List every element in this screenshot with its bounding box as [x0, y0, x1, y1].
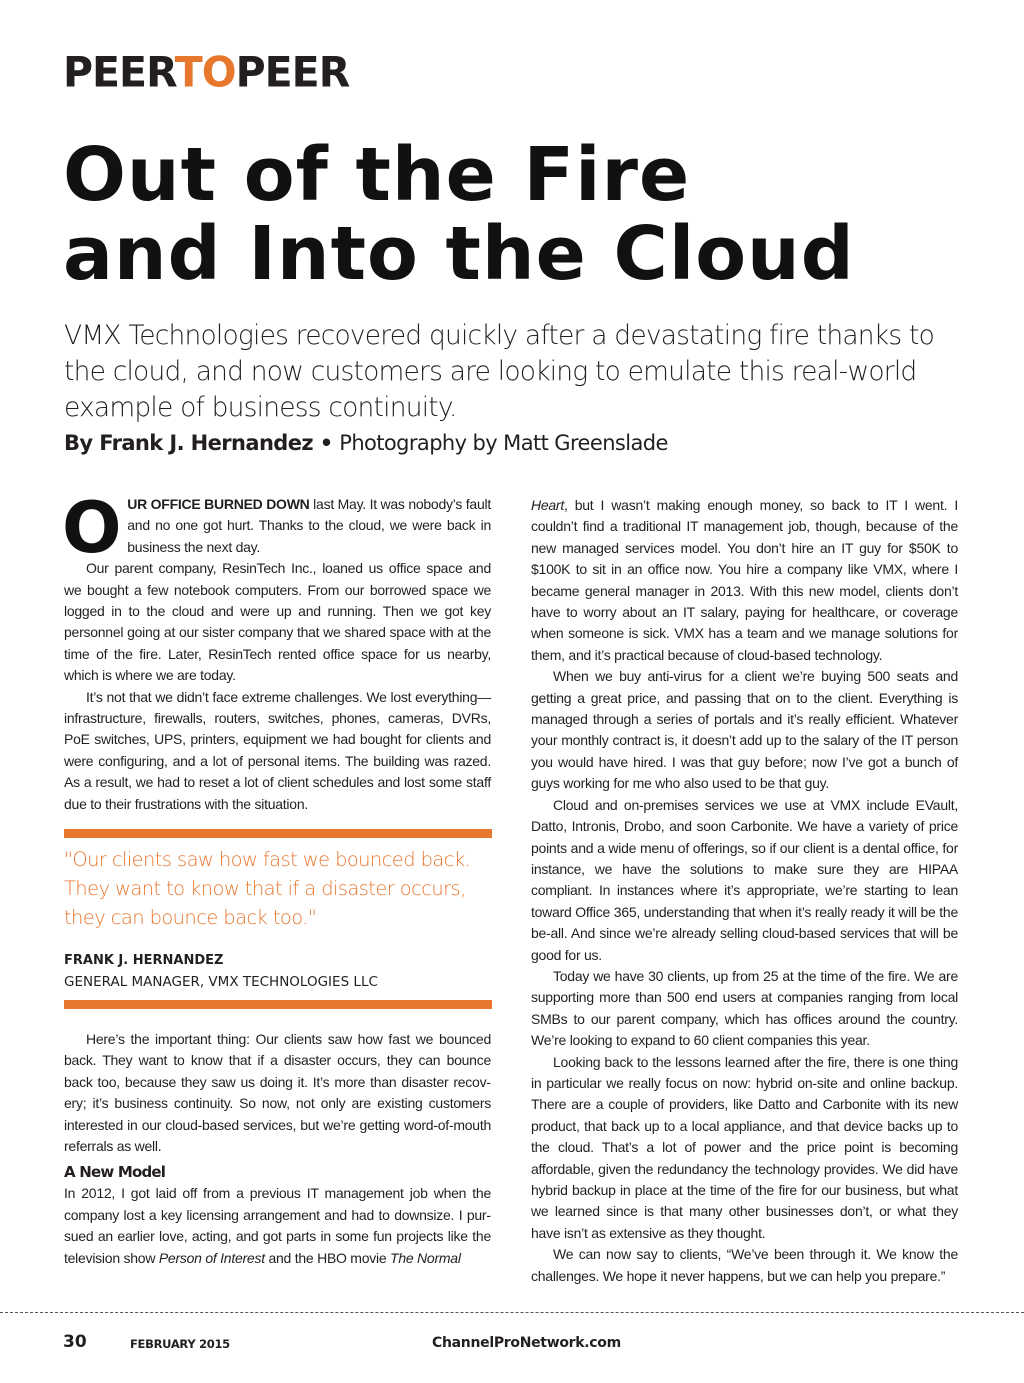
paragraph-8: Today we have 30 clients, up from 25 at the time of the fire. We are supporting more than 500 end users at companies ranging from local SMBs to our parent company, which has offices around the country. We’re looking to expand to 60 client companies this year. — [531, 967, 958, 1049]
paragraph-1 — [62, 487, 491, 569]
subhead-new-model: A New Model — [64, 1163, 166, 1182]
pullquote-text: "Our clients saw how fast we bounced back. They want to know that if a disaster occurs, they can bounce back too." — [64, 848, 471, 929]
pullquote-top-bar — [64, 829, 492, 838]
byline-separator: • — [313, 431, 340, 455]
paragraph-4: Here’s the important thing: Our clients saw how fast we bounced back. They want to know that if a disaster occurs, they can bounce back too, because they saw us doing it. It’s more than disaster recovery; it’s business continuity. So now, not only are existing customers interested in our cloud-based services, but we’re getting word-of-mouth referrals as well. — [64, 1031, 491, 1155]
drop-cap: O — [62, 487, 122, 569]
paragraph-9: Looking back to the lessons learned after the fire, there is one thing in particular we really focus on now: hybrid on-site and online backup. There are a couple of providers, like Datto and Carbonite with its new product, that back up to a local appliance, and that device backs up to the cloud. That’s a lot of power and the price point is becoming affordable, given the redundancy the technology provides. We did have hybrid backup in place at the time of the fire for our business, but what we learned since is that many other businesses don’t, or what they have isn’t as extensive as they thought. — [531, 1053, 958, 1241]
title-heart: Heart — [531, 497, 564, 513]
paragraph-1-rest: last May. It was nobody’s fault and no one got hurt. Thanks to the cloud, we were back in business the next day. — [127, 496, 491, 555]
article-deck: VMX Technologies recovered quickly after a devastating fire thanks to the cloud, and now customers are looking to emulate this real-world example of business continuity. — [64, 320, 934, 423]
issue-date: FEBRUARY 2015 — [130, 1337, 230, 1351]
paragraph-5-start: In 2012, I got laid off from a previous IT management job when the company lost a key licensing arrangement and had to downsize. I pursued an earlier love, acting, and got parts in some fun projects like the television show — [64, 1185, 491, 1266]
article-column-right — [531, 495, 958, 1287]
paragraph-2: Our parent company, ResinTech Inc., loaned us office space and we bought a few notebook computers. From our borrowed space we logged in to the cloud and were up and running. Then we got key personnel going at our sister company that we shared space with at the time of the fire. Later, ResinTech rented office space for us nearby, which is where we are today. — [64, 560, 491, 684]
page-number: 30 — [63, 1332, 87, 1352]
masthead-peer-1: PEER — [63, 47, 175, 97]
section-masthead — [63, 47, 350, 97]
paragraph-5-mid: and the HBO movie — [264, 1249, 391, 1266]
byline-photo-credit: Photography by Matt Greenslade — [339, 431, 668, 455]
headline-line-1: Out of the Fire — [63, 132, 691, 218]
lead-in: UR OFFICE BURNED DOWN — [127, 496, 310, 512]
byline — [64, 428, 668, 458]
website-url: ChannelProNetwork.com — [432, 1335, 621, 1351]
paragraph-5-part-1 — [64, 1183, 491, 1269]
footer-rule — [0, 1312, 1024, 1313]
pullquote-title: GENERAL MANAGER, VMX TECHNOLOGIES LLC — [64, 974, 378, 990]
paragraph-10: We can now say to clients, “We’ve been through it. We know the challenges. We hope it never happens, but we can help you prepare.” — [531, 1246, 958, 1284]
pullquote-name: FRANK J. HERNANDEZ — [64, 953, 224, 968]
paragraph-5-part-2 — [531, 495, 958, 666]
paragraph-6: When we buy anti-virus for a client we’re buying 500 seats and getting a great price, and passing that on to the client. Everything is managed through a series of portals and it’s really efficient. Whatever your monthly contract is, it doesn’t add up to the salary of the IT person you would have hired. I was that guy before; now I’ve got a bunch of guys working for me who also used to be that guy. — [531, 668, 958, 792]
article-column-left-top — [62, 487, 491, 815]
title-the-normal: The Normal — [390, 1249, 461, 1266]
headline-line-2: and Into the Cloud — [63, 211, 855, 297]
paragraph-3: It’s not that we didn’t face extreme challenges. We lost everything—infrastructure, firewalls, routers, switches, phones, cameras, DVRs, PoE switches, UPS, printers, equipment we had bought for clients and were configuring, and a lot of personal items. The building was razed. As a result, we had to reset a lot of client schedules and lost some staff due to their frustrations with the situation. — [64, 688, 491, 812]
article-headline — [63, 132, 855, 297]
paragraph-5-end: , but I wasn’t making enough money, so back to IT I went. I couldn’t find a traditional IT management job, though, because of the new managed services model. You don’t hire an IT guy for $50K to $100K to sit in an office now. You hire a company like VMX, where I became general manager in 2013. With this new model, clients don’t have to worry about an IT salary, paying for healthcare, or coverage when someone is sick. VMX has a team and we manage solutions for them, and it’s practical because of cloud-based technology. — [531, 497, 958, 663]
article-column-left-bottom — [64, 1029, 491, 1269]
byline-author: By Frank J. Hernandez — [64, 431, 314, 455]
pullquote-bottom-bar — [64, 1000, 492, 1009]
masthead-peer-2: PEER — [235, 47, 350, 97]
masthead-to: TO — [174, 47, 236, 97]
paragraph-7: Cloud and on-premises services we use at VMX include EVault, Datto, Intronis, Drobo, and soon Carbonite. We have a variety of price points and a wide menu of offerings, so if our client is a dental office, for instance, we have the solutions to make sure they are HIPAA compliant. In instances where it’s appropriate, we’re starting to lean toward Office 365, understanding that when it’s really ready it will be the be-all. And since we’re already selling cloud-based services that will be good for us. — [531, 796, 958, 963]
title-person-of-interest: Person of Interest — [158, 1249, 265, 1266]
